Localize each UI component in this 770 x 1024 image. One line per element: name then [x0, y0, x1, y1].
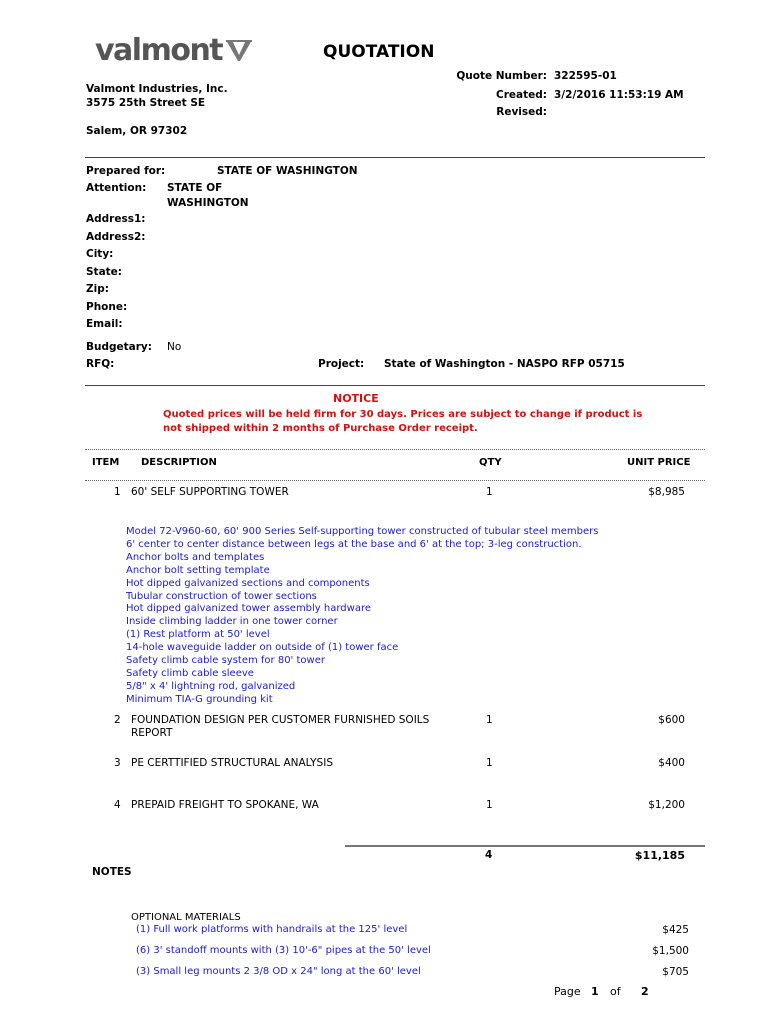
quote-number-label: Quote Number: [456, 70, 547, 82]
attention-value-line2: WASHINGTON [167, 197, 249, 209]
valmont-logo [95, 32, 254, 68]
budgetary-label: Budgetary: [86, 341, 152, 353]
column-header-unit-price: UNIT PRICE [627, 457, 691, 468]
detail-line: (1) Rest platform at 50' level [126, 629, 270, 641]
address2-label: Address2: [86, 231, 146, 243]
notice-line-2: not shipped within 2 months of Purchase Order receipt. [163, 423, 478, 434]
column-header-item: ITEM [92, 457, 120, 468]
row-qty: 1 [486, 714, 493, 726]
divider [85, 449, 705, 450]
detail-line: Safety climb cable sleeve [126, 667, 254, 679]
detail-line: Hot dipped galvanized sections and components [126, 577, 370, 589]
row-description: FOUNDATION DESIGN PER CUSTOMER FURNISHED SOILS [131, 714, 430, 726]
detail-line: Safety climb cable system for 80' tower [126, 655, 325, 667]
row-item-number: 3 [114, 757, 121, 769]
attention-value-line1: STATE OF [167, 182, 223, 194]
row-item-number: 4 [114, 799, 121, 811]
row-description-continued: REPORT [131, 727, 173, 739]
total-qty: 4 [485, 849, 493, 861]
company-city: Salem, OR 97302 [86, 125, 188, 137]
notice-line-1: Quoted prices will be held firm for 30 days. Prices are subject to change if product is [163, 409, 643, 420]
state-label: State: [86, 266, 123, 278]
detail-line: Inside climbing ladder in one tower corner [126, 616, 338, 628]
total-pages: 2 [641, 985, 649, 998]
totals-divider [345, 845, 705, 847]
detail-line: 6' center to center distance between legs at the base and 6' at the top; 3-leg construction. [126, 538, 582, 550]
project-label: Project: [318, 358, 365, 370]
notes-title: NOTES [92, 866, 132, 878]
row-unit-price: $8,985 [648, 486, 685, 498]
row-unit-price: $400 [658, 757, 685, 769]
detail-line: Anchor bolts and templates [126, 551, 265, 563]
optional-item-text: (1) Full work platforms with handrails at the 125' level [136, 924, 408, 935]
page-number: 1 [591, 985, 599, 998]
optional-materials-title: OPTIONAL MATERIALS [131, 912, 241, 923]
optional-item-text: (3) Small leg mounts 2 3/8 OD x 24" long at the 60' level [136, 966, 421, 977]
company-name: Valmont Industries, Inc. [86, 83, 228, 95]
detail-line: Tubular construction of tower sections [126, 590, 317, 602]
row-item-number: 1 [114, 486, 121, 498]
optional-item-text: (6) 3' standoff mounts with (3) 10'-6" pipes at the 50' level [136, 945, 431, 956]
company-street: 3575 25th Street SE [86, 97, 206, 109]
detail-line: 5/8" x 4' lightning rod, galvanized [126, 680, 296, 692]
rfq-label: RFQ: [86, 358, 115, 370]
optional-item-price: $1,500 [652, 945, 689, 957]
prepared-for-value: STATE OF WASHINGTON [217, 165, 358, 177]
page-label: Page [554, 985, 581, 998]
divider [85, 385, 705, 386]
created-date: 3/2/2016 11:53:19 AM [554, 89, 684, 101]
total-price: $11,185 [634, 849, 685, 862]
created-label: Created: [496, 89, 547, 101]
row-unit-price: $600 [658, 714, 685, 726]
optional-item-price: $425 [662, 924, 689, 936]
zip-label: Zip: [86, 283, 109, 295]
attention-label: Attention: [86, 182, 147, 194]
logo-wordmark: valmont [95, 32, 223, 68]
revised-label: Revised: [496, 106, 547, 118]
budgetary-value: No [167, 341, 182, 353]
address1-label: Address1: [86, 213, 146, 225]
divider [85, 480, 705, 481]
prepared-for-label: Prepared for: [86, 165, 166, 177]
row-description: PREPAID FREIGHT TO SPOKANE, WA [131, 799, 319, 811]
detail-line: 14-hole waveguide ladder on outside of (1) tower face [126, 642, 399, 654]
detail-line: Model 72-V960-60, 60' 900 Series Self-supporting tower constructed of tubular steel members [126, 526, 599, 537]
divider [85, 157, 705, 158]
row-qty: 1 [486, 757, 493, 769]
item-details [126, 526, 598, 707]
project-value: State of Washington - NASPO RFP 05715 [384, 358, 625, 370]
detail-line: Hot dipped galvanized tower assembly hardware [126, 603, 372, 615]
row-qty: 1 [486, 486, 493, 498]
detail-line: Minimum TIA-G grounding kit [126, 693, 273, 705]
row-unit-price: $1,200 [648, 799, 685, 811]
optional-item-price: $705 [662, 966, 689, 978]
column-header-qty: QTY [479, 457, 502, 468]
row-description: PE CERTTIFIED STRUCTURAL ANALYSIS [131, 757, 333, 769]
valmont-v-icon [224, 37, 254, 63]
city-label: City: [86, 248, 114, 260]
row-item-number: 2 [114, 714, 121, 726]
row-description: 60' SELF SUPPORTING TOWER [131, 486, 289, 498]
document-title: QUOTATION [323, 42, 435, 62]
quote-number: 322595-01 [554, 70, 617, 82]
detail-line: Anchor bolt setting template [126, 564, 270, 576]
phone-label: Phone: [86, 301, 128, 313]
column-header-description: DESCRIPTION [141, 457, 217, 468]
email-label: Email: [86, 318, 123, 330]
notice-title: NOTICE [333, 392, 379, 405]
page-of-label: of [610, 985, 621, 998]
row-qty: 1 [486, 799, 493, 811]
